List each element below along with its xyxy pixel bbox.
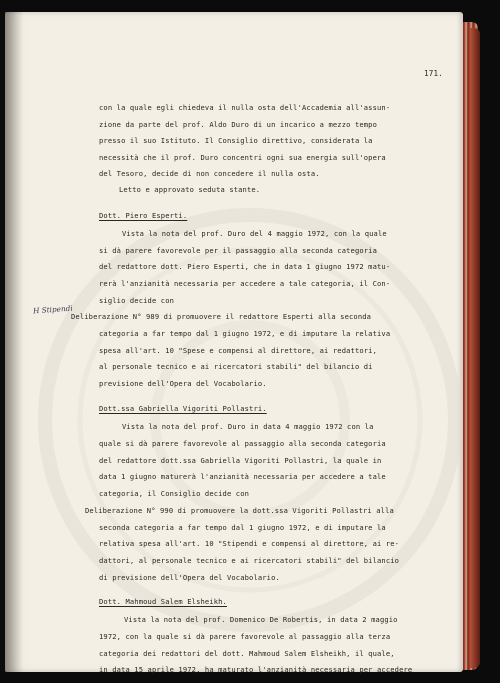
text-line: del redattore dott.ssa Gabriella Vigoriti Pollastri, la quale in (99, 456, 382, 465)
text-line: categoria dei redattori del dott. Mahmoud Salem Elsheikh, il quale, (99, 649, 395, 658)
text-line: previsione dell'Opera del Vocabolario. (99, 379, 267, 388)
text-line: categoria, il Consiglio decide con (99, 489, 250, 498)
section-heading: Dott.ssa Gabriella Vigoriti Pollastri. (99, 404, 267, 413)
text-line: Deliberazione N° 989 di promuovere il redattore Esperti alla seconda (71, 312, 372, 321)
text-line: Deliberazione N° 990 di promuovere la dott.ssa Vigoriti Pollastri alla (85, 506, 394, 515)
text-line: zione da parte del prof. Aldo Duro di un incarico a mezzo tempo (99, 120, 378, 129)
text-line: in data 15 aprile 1972, ha maturato l'anzianità necessaria per accedere (99, 665, 413, 674)
text-line: di previsione dell'Opera del Vocabolario. (99, 573, 280, 582)
handwritten-margin-note: H Stipendi (32, 303, 73, 316)
page-number: 171. (424, 69, 443, 78)
text-line: spesa all'art. 10 "Spese e compensi al direttore, ai redattori, (99, 346, 378, 355)
text-line: necessità che il prof. Duro concentri ogni sua energia sull'opera (99, 153, 386, 162)
text-line: relativa spesa all'art. 10 "Stipendi e compensi al direttore, ai re- (99, 539, 400, 548)
text-line: al personale tecnico e ai ricercatori stabili" del bilancio di (99, 362, 373, 371)
text-line: Vista la nota del prof. Duro in data 4 maggio 1972 con la (122, 422, 374, 431)
text-line: Vista la nota del prof. Duro del 4 maggio 1972, con la quale (122, 229, 387, 238)
text-line: presso il suo Istituto. Il Consiglio direttivo, considerata la (99, 136, 373, 145)
text-line: con la quale egli chiedeva il nulla osta dell'Accademia all'assun- (99, 103, 391, 112)
text-line: Letto e approvato seduta stante. (119, 185, 261, 194)
text-line: quale si dà parere favorevole al passaggio alla seconda categoria (99, 439, 386, 448)
section-heading: Dott. Mahmoud Salem Elsheikh. (99, 597, 227, 606)
text-line: 1972, con la quale si dà parere favorevole al passaggio alla terza (99, 632, 391, 641)
book-cover-edge (470, 28, 480, 668)
section-heading: Dott. Piero Esperti. (99, 211, 188, 220)
text-line: del redattore dott. Piero Esperti, che in data 1 giugno 1972 matu- (99, 262, 391, 271)
binding-shadow (5, 12, 23, 672)
text-line: data 1 giugno maturerà l'anzianità necessaria per accedere a tale (99, 472, 386, 481)
text-line: del Tesoro, decide di non concedere il nulla osta. (99, 169, 320, 178)
text-line: si dà parere favorevole per il passaggio alla seconda categoria (99, 246, 378, 255)
text-line: rerà l'anzianità necessaria per accedere a tale categoria, il Con- (99, 279, 391, 288)
text-line: categoria a far tempo dal 1 giugno 1972, e di imputare la relativa (99, 329, 391, 338)
text-line: dattori, al personale tecnico e ai ricercatori stabili" del bilancio (99, 556, 400, 565)
text-line: siglio decide con (99, 296, 175, 305)
text-line: seconda categoria a far tempo dal 1 giugno 1972, e di imputare la (99, 523, 386, 532)
text-line: Vista la nota del prof. Domenico De Robertis, in data 2 maggio (124, 615, 398, 624)
